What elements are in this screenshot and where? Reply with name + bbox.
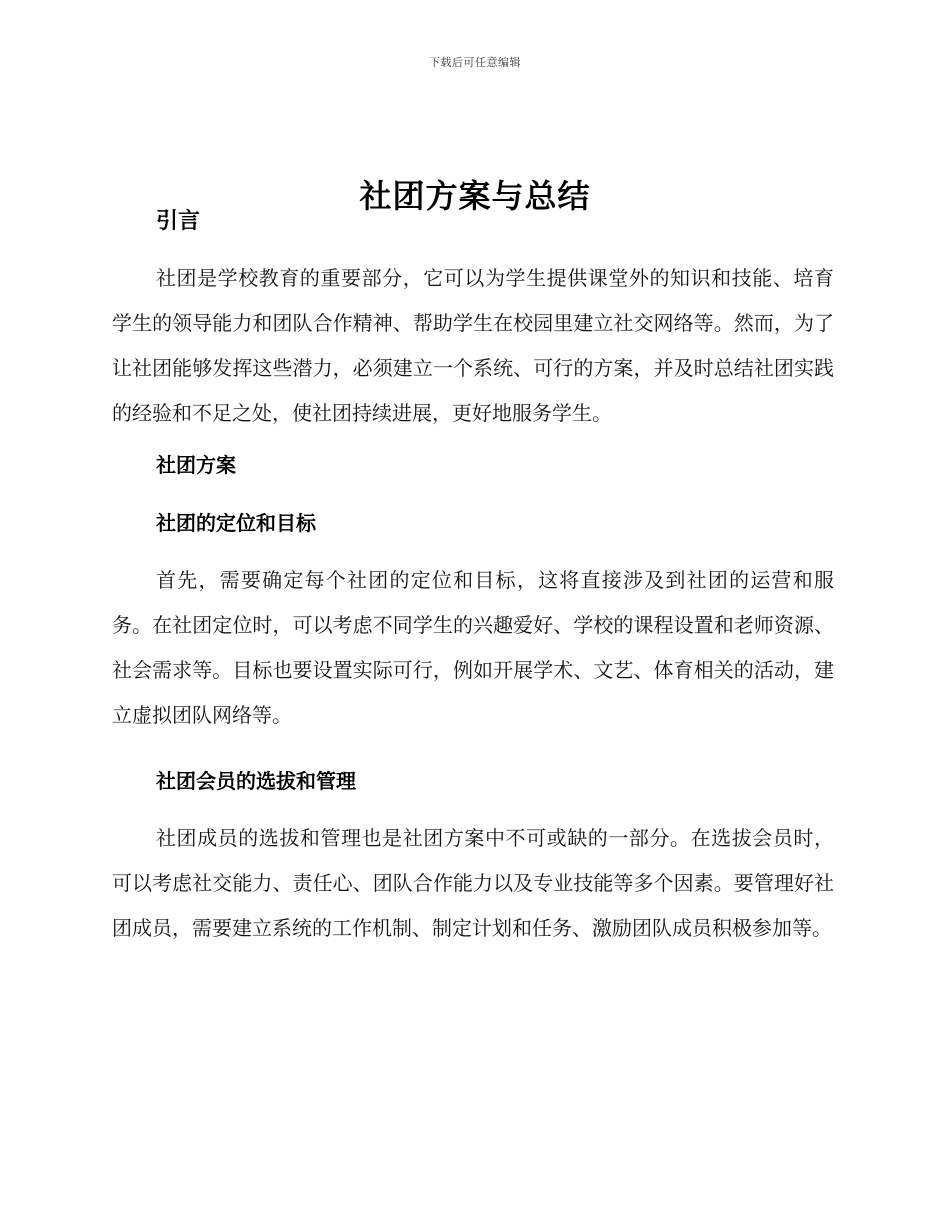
section-heading-intro: 引言 — [156, 209, 201, 234]
section-heading-plan: 社团方案 — [156, 453, 236, 477]
document-title: 社团方案与总结 — [359, 177, 591, 216]
subsection-heading-members: 社团会员的选拔和管理 — [156, 769, 356, 793]
subsection-heading-positioning: 社团的定位和目标 — [156, 511, 316, 535]
header-note: 下载后可任意编辑 — [429, 56, 521, 69]
paragraph-positioning: 首先，需要确定每个社团的定位和目标，这将直接涉及到社团的运营和服务。在社团定位时，可以考虑不同学生的兴趣爱好、学校的课程设置和老师资源、社会需求等。目标也要设置实际可行，例如开展学术、文艺、体育相关的活动，建立虚拟团队网络等。 — [112, 568, 834, 727]
paragraph-intro: 社团是学校教育的重要部分，它可以为学生提供课堂外的知识和技能、培育学生的领导能力和团队合作精神、帮助学生在校园里建立社交网络等。然而，为了让社团能够发挥这些潜力，必须建立一个系统、可行的方案，并及时总结社团实践的经验和不足之处，使社团持续进展，更好地服务学生。 — [112, 266, 834, 425]
document-body — [112, 200, 834, 951]
paragraph-members: 社团成员的选拔和管理也是社团方案中不可或缺的一部分。在选拔会员时，可以考虑社交能力、责任心、团队合作能力以及专业技能等多个因素。要管理好社团成员，需要建立系统的工作机制、制定计划和任务、激励团队成员积极参加等。 — [112, 826, 834, 940]
